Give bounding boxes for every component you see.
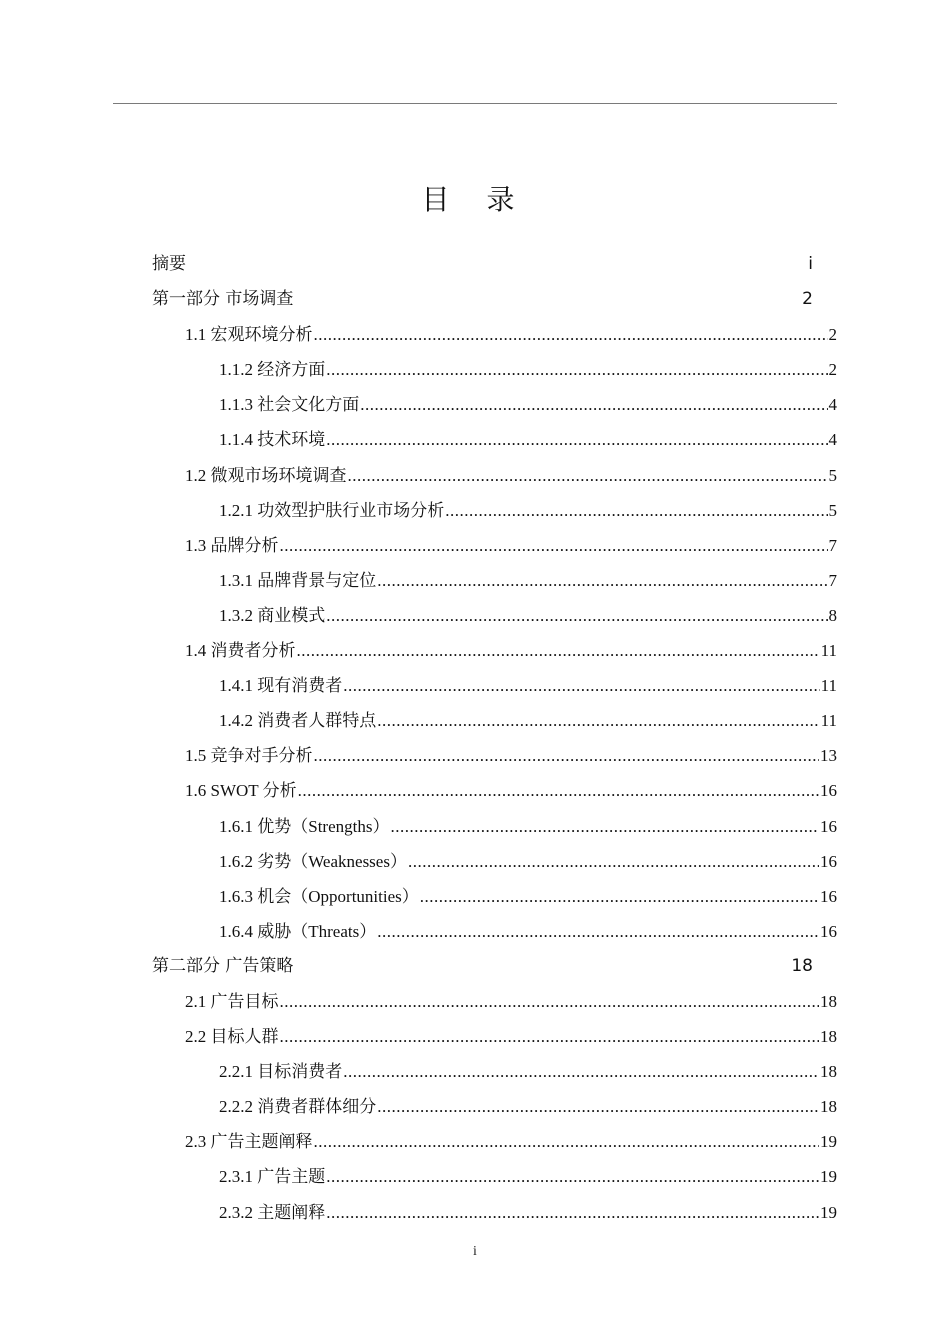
toc-entry-page: 18 [791,955,813,976]
toc-entry[interactable] [0,879,950,914]
toc-entry-label: 2.3.2 主题阐释 [219,1202,326,1222]
toc-entry-label: 2.3.1 广告主题 [219,1167,326,1187]
toc-entry-label: 1.6.3 机会（Opportunities） [219,886,419,906]
toc-entry-page: 7 [828,535,837,555]
toc-entry[interactable] [0,1089,950,1124]
toc-entry-page: 11 [820,676,837,696]
toc-entry-page: 18 [820,1027,837,1047]
dot-leader [390,809,819,844]
toc-entry-page: 18 [820,1062,837,1082]
dot-leader [360,387,827,422]
toc-entry-page: 18 [820,1097,837,1117]
dot-leader [377,914,819,949]
dot-leader [377,563,827,598]
toc-entry-page: 4 [828,395,837,415]
toc-entry-label: 1.1 宏观环境分析 [185,325,313,345]
toc-entry-page: 19 [820,1132,837,1152]
toc-entry-label: 2.2.2 消费者群体细分 [219,1097,377,1117]
dot-leader [280,984,820,1019]
toc-entry-label: 1.3.1 品牌背景与定位 [219,570,377,590]
toc-entry-label: 1.6.2 劣势（Weaknesses） [219,851,407,871]
page-number-footer: i [473,1244,477,1259]
dot-leader [326,1159,819,1194]
table-of-contents [0,247,950,1230]
toc-entry[interactable] [0,598,950,633]
toc-entry-part-2[interactable] [0,949,950,984]
toc-entry-label: 第二部分 广告策略 [152,955,294,976]
dot-leader [326,598,827,633]
toc-entry[interactable] [0,668,950,703]
toc-entry[interactable] [0,422,950,457]
dot-leader [377,703,819,738]
toc-entry-label: 2.1 广告目标 [185,991,279,1011]
toc-entry-label: 1.3.2 商业模式 [219,605,326,625]
toc-entry-page: 16 [820,886,837,906]
dot-leader [348,458,828,493]
toc-entry-page: 2 [802,289,813,310]
toc-entry-label: 2.2 目标人群 [185,1027,279,1047]
toc-entry[interactable] [0,1124,950,1159]
dot-leader [343,668,819,703]
toc-entry[interactable] [0,773,950,808]
toc-entry-label: 1.5 竞争对手分析 [185,746,313,766]
toc-entry-page: 8 [828,605,837,625]
toc-entry[interactable] [0,493,950,528]
toc-entry-label: 1.1.4 技术环境 [219,430,326,450]
toc-entry[interactable] [0,1195,950,1230]
toc-entry-page: 4 [828,430,837,450]
toc-entry[interactable] [0,703,950,738]
toc-entry[interactable] [0,458,950,493]
dot-leader [314,1124,820,1159]
toc-entry[interactable] [0,387,950,422]
toc-entry-page: 13 [820,746,837,766]
toc-entry[interactable] [0,317,950,352]
toc-entry-label: 1.6 SWOT 分析 [185,781,297,801]
toc-entry-label: 1.1.3 社会文化方面 [219,395,360,415]
dot-leader [280,1019,820,1054]
toc-entry-label: 1.4.2 消费者人群特点 [219,711,377,731]
dot-leader [408,844,819,879]
toc-entry-label: 2.2.1 目标消费者 [219,1062,343,1082]
toc-entry-label: 摘要 [152,254,186,274]
dot-leader [314,317,828,352]
dot-leader [280,528,828,563]
dot-leader [377,1089,819,1124]
toc-entry-label: 第一部分 市场调查 [152,289,294,310]
toc-entry[interactable] [0,844,950,879]
header-rule [113,103,837,104]
dot-leader [343,1054,819,1089]
toc-entry-label: 1.2 微观市场环境调查 [185,465,347,485]
toc-entry[interactable] [0,809,950,844]
dot-leader [326,1195,819,1230]
toc-entry[interactable] [0,352,950,387]
toc-entry-page: 2 [828,325,837,345]
dot-leader [314,738,820,773]
toc-entry-page: 2 [828,360,837,380]
toc-entry-page: 18 [820,991,837,1011]
toc-entry-part-1[interactable] [0,282,950,317]
toc-entry[interactable] [0,563,950,598]
toc-entry-page: 16 [820,921,837,941]
toc-entry[interactable] [0,984,950,1019]
page-title: 目 录 [421,183,529,216]
toc-entry-label: 2.3 广告主题阐释 [185,1132,313,1152]
dot-leader [297,633,820,668]
toc-entry-page: 11 [820,641,837,661]
toc-entry-page: 7 [828,570,837,590]
toc-entry[interactable] [0,528,950,563]
toc-entry-abstract[interactable] [0,247,950,282]
toc-entry[interactable] [0,738,950,773]
toc-entry-page: 5 [828,465,837,485]
toc-entry-page: 11 [820,711,837,731]
toc-entry-label: 1.6.4 威胁（Threats） [219,921,377,941]
toc-entry[interactable] [0,914,950,949]
toc-entry-page: 16 [820,851,837,871]
dot-leader [326,352,827,387]
toc-entry-page: 19 [820,1202,837,1222]
toc-entry-page: 5 [828,500,837,520]
toc-entry-label: 1.4.1 现有消费者 [219,676,343,696]
toc-entry-page: i [808,254,813,274]
toc-entry-page: 19 [820,1167,837,1187]
toc-entry[interactable] [0,633,950,668]
toc-entry-page: 16 [820,816,837,836]
toc-entry-label: 1.4 消费者分析 [185,641,296,661]
toc-entry-label: 1.6.1 优势（Strengths） [219,816,390,836]
toc-entry-page: 16 [820,781,837,801]
toc-entry[interactable] [0,1159,950,1194]
dot-leader [420,879,819,914]
dot-leader [445,493,827,528]
toc-entry-label: 1.3 品牌分析 [185,535,279,555]
toc-entry-label: 1.2.1 功效型护肤行业市场分析 [219,500,445,520]
toc-entry-label: 1.1.2 经济方面 [219,360,326,380]
dot-leader [298,773,819,808]
toc-entry[interactable] [0,1019,950,1054]
toc-entry[interactable] [0,1054,950,1089]
dot-leader [326,422,827,457]
